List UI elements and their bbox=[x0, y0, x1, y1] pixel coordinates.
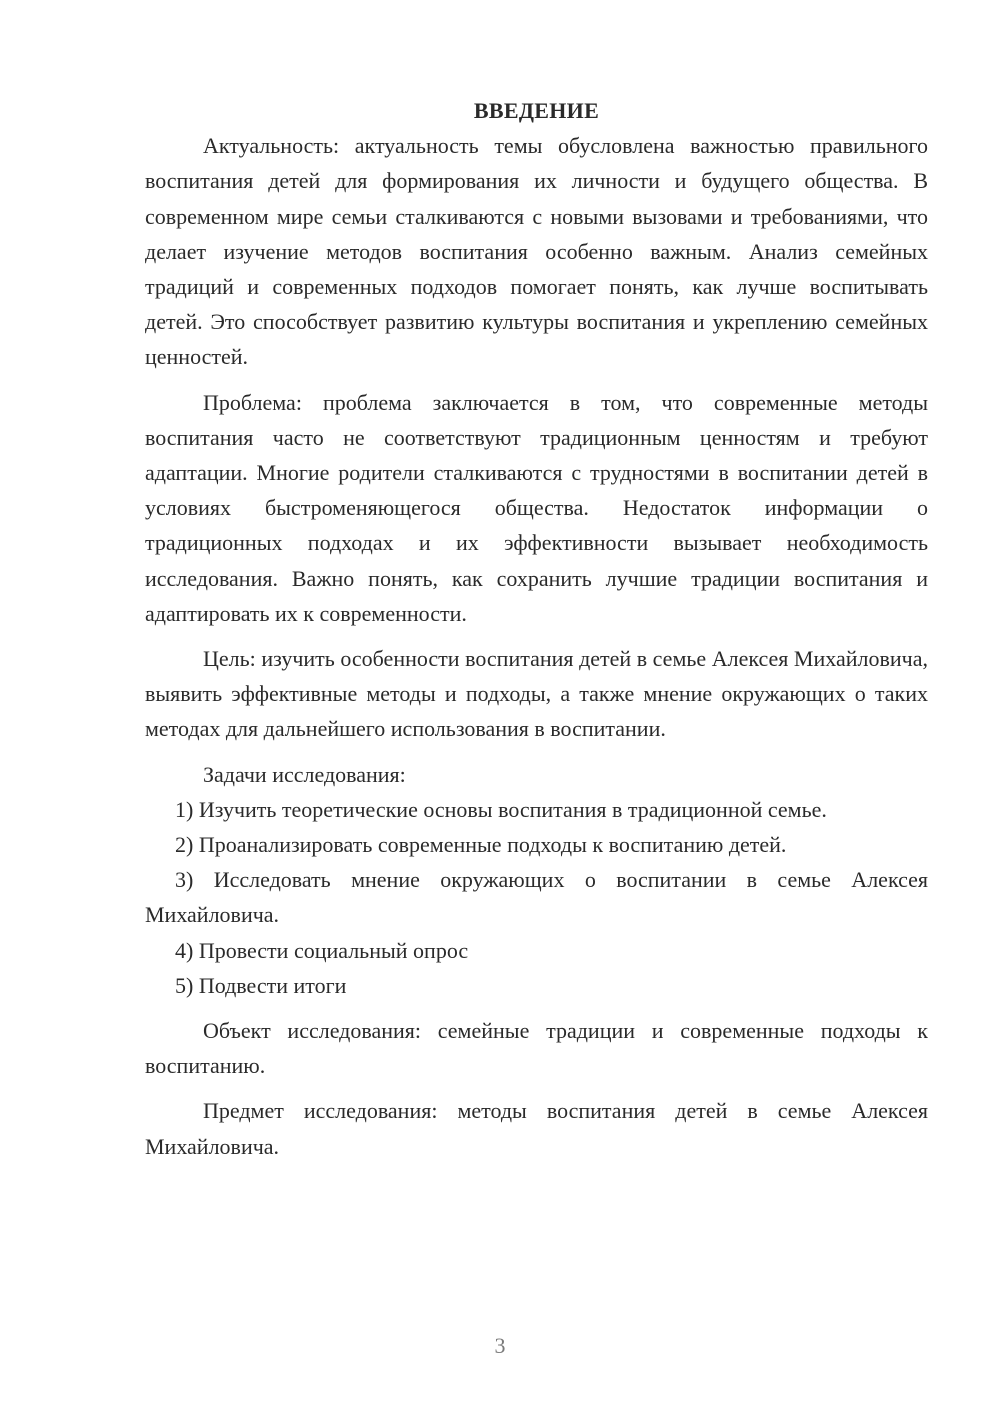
paragraph-subject: Предмет исследования: методы воспитания детей в семье Алексея Михайловича. bbox=[145, 1098, 928, 1159]
tasks-heading: Задачи исследования: bbox=[203, 761, 406, 787]
page-content bbox=[145, 93, 928, 1164]
page-title: ВВЕДЕНИЕ bbox=[473, 98, 600, 123]
paragraph-goal: Цель: изучить особенности воспитания детей в семье Алексея Михайловича, выявить эффективные методы и подходы, а также мнение окружающих о таких методах для дальнейшего использования в воспитании. bbox=[145, 646, 928, 742]
paragraph-problem: Проблема: проблема заключается в том, что современные методы воспитания часто не соответствуют традиционным ценностям и требуют адаптации. Многие родители сталкиваются с трудностями в воспитании детей в условиях быстроменяющегося общества. Недостаток информации о традиционных подходах и их эффективности вызывает необходимость исследования. Важно понять, как сохранить лучшие традиции воспитания и адаптировать их к современности. bbox=[145, 389, 928, 626]
task-item-3: 3) Исследовать мнение окружающих о воспитании в семье Алексея Михайловича. bbox=[145, 867, 928, 928]
paragraph-relevance: Актуальность: актуальность темы обусловлена важностью правильного воспитания детей для формирования их личности и будущего общества. В современном мире семьи сталкиваются с новыми вызовами и требованиями, что делает изучение методов воспитания особенно важным. Анализ семейных традиций и современных подходов помогает понять, как лучше воспитывать детей. Это способствует развитию культуры воспитания и укреплению семейных ценностей. bbox=[145, 133, 928, 370]
paragraph-object: Объект исследования: семейные традиции и современные подходы к воспитанию. bbox=[145, 1018, 928, 1079]
task-item-2: 2) Проанализировать современные подходы к воспитанию детей. bbox=[175, 832, 787, 858]
task-item-1: 1) Изучить теоретические основы воспитания в традиционной семье. bbox=[175, 796, 827, 822]
page-number: 3 bbox=[494, 1333, 506, 1358]
task-item-4: 4) Провести социальный опрос bbox=[175, 937, 469, 963]
task-item-5: 5) Подвести итоги bbox=[175, 972, 347, 998]
